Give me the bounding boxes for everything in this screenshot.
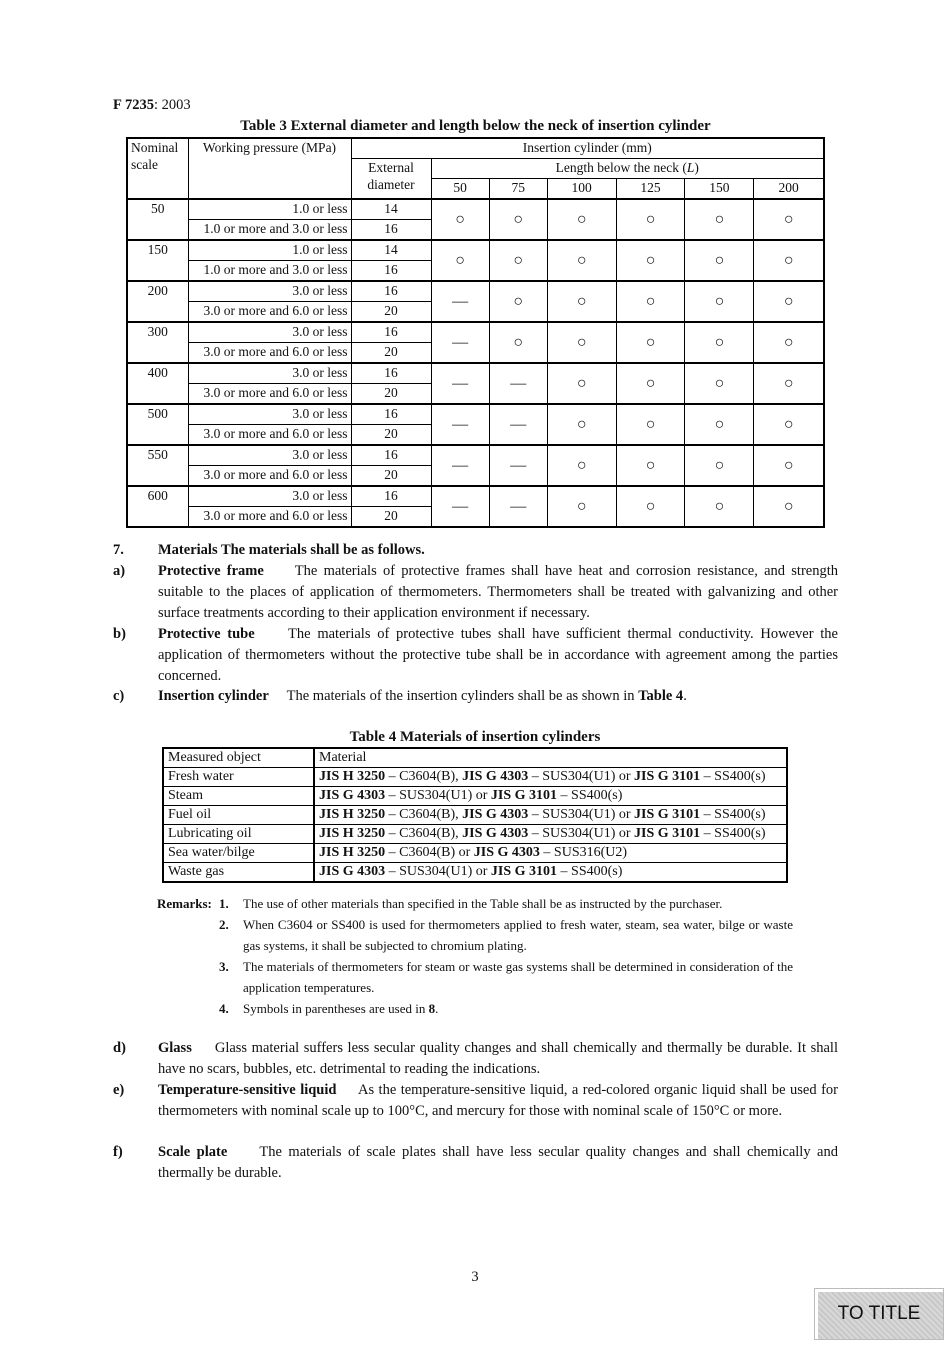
nominal-scale-cell: 50	[127, 199, 188, 240]
material-cell	[314, 806, 787, 825]
material-text: – SS400(s)	[557, 864, 623, 879]
header-length-100: 100	[547, 179, 616, 200]
available-mark: ○	[547, 363, 616, 404]
available-mark: ○	[547, 240, 616, 281]
external-diameter-cell: 16	[351, 322, 431, 343]
table-row	[163, 768, 787, 787]
available-mark: ○	[547, 404, 616, 445]
nominal-scale-cell: 400	[127, 363, 188, 404]
item-e	[113, 1080, 838, 1122]
item-label: a)	[113, 563, 126, 579]
working-pressure-cell: 1.0 or more and 3.0 or less	[188, 261, 351, 282]
table4-caption: Table 4 Materials of insertion cylinders	[349, 729, 601, 745]
standard-code: F 7235	[113, 97, 154, 113]
working-pressure-cell: 3.0 or less	[188, 281, 351, 302]
table-row	[127, 404, 824, 425]
table-row	[127, 240, 824, 261]
item-label: b)	[113, 626, 126, 642]
item-d	[113, 1038, 838, 1080]
nominal-scale-cell: 550	[127, 445, 188, 486]
measured-object-cell: Waste gas	[163, 863, 314, 883]
item-label: c)	[113, 688, 125, 704]
remark-3: The materials of thermometers for steam or waste gas systems shall be determined in consideration of the application temperatures.	[243, 959, 793, 995]
available-mark: ○	[754, 445, 824, 486]
available-mark: ○	[547, 445, 616, 486]
available-mark: ○	[685, 363, 754, 404]
available-mark: ○	[616, 445, 685, 486]
item-text: The materials of protective frames shall have heat and corrosion resistance, and strength suitable to the places of application of thermometers. Thermometers shall be treated with galvanizing and other surface treatments according to their application environment if necessary.	[158, 563, 838, 621]
measured-object-cell: Fuel oil	[163, 806, 314, 825]
standard-reference: JIS G 4303	[319, 864, 386, 879]
available-mark: ○	[431, 240, 489, 281]
remark-number: 3.	[219, 959, 229, 974]
material-text: – SUS304(U1) or	[385, 864, 491, 879]
table-row	[127, 363, 824, 384]
available-mark: ○	[754, 322, 824, 363]
available-mark: ○	[685, 240, 754, 281]
available-mark: ○	[754, 363, 824, 404]
standard-reference: JIS H 3250	[319, 807, 386, 822]
table3-caption: Table 3 External diameter and length below the neck of insertion cylinder	[240, 118, 711, 134]
material-text: – C3604(B),	[385, 807, 463, 822]
external-diameter-cell: 16	[351, 220, 431, 241]
material-text: – SUS304(U1) or	[528, 807, 635, 822]
header-length-50: 50	[431, 179, 489, 200]
to-title-button[interactable]: TO TITLE	[814, 1288, 944, 1340]
external-diameter-cell: 14	[351, 240, 431, 261]
measured-object-cell: Fresh water	[163, 768, 314, 787]
item-label: d)	[113, 1040, 126, 1056]
available-mark: ○	[431, 199, 489, 240]
item-text: The materials of scale plates shall have less secular quality changes and shall chemically and thermally be durable.	[158, 1144, 838, 1181]
available-mark: ○	[685, 322, 754, 363]
table-row	[127, 199, 824, 220]
material-cell	[314, 787, 787, 806]
available-mark: ○	[547, 322, 616, 363]
item-head: Protective tube	[158, 626, 255, 642]
item-head: Insertion cylinder	[158, 688, 269, 704]
section-7-heading	[113, 540, 838, 561]
working-pressure-cell: 1.0 or less	[188, 199, 351, 220]
table-row	[163, 825, 787, 844]
available-mark: ○	[489, 240, 547, 281]
standard-reference: JIS G 4303	[462, 769, 529, 784]
item-label: e)	[113, 1082, 125, 1098]
header-length-below-neck: Length below the neck (L)	[431, 159, 824, 179]
table-header-row	[163, 748, 787, 768]
remarks-label: Remarks:	[157, 896, 212, 911]
available-mark: ○	[489, 199, 547, 240]
external-diameter-cell: 20	[351, 384, 431, 405]
working-pressure-cell: 3.0 or more and 6.0 or less	[188, 343, 351, 364]
item-text: The materials of the insertion cylinders shall be as shown in	[286, 688, 639, 704]
item-label: f)	[113, 1144, 123, 1160]
table-row	[163, 863, 787, 883]
material-cell	[314, 863, 787, 883]
standard-reference: JIS H 3250	[319, 845, 386, 860]
working-pressure-cell: 3.0 or less	[188, 404, 351, 425]
header-measured-object: Measured object	[163, 748, 314, 768]
working-pressure-cell: 1.0 or more and 3.0 or less	[188, 220, 351, 241]
external-diameter-cell: 16	[351, 404, 431, 425]
not-applicable-mark: —	[431, 322, 489, 363]
material-text: – SUS304(U1) or	[528, 826, 635, 841]
standard-year: : 2003	[153, 97, 191, 113]
working-pressure-cell: 3.0 or less	[188, 363, 351, 384]
external-diameter-cell: 20	[351, 302, 431, 323]
table-row	[127, 486, 824, 507]
standard-reference: JIS H 3250	[319, 769, 386, 784]
item-head: Scale plate	[158, 1144, 228, 1160]
available-mark: ○	[685, 486, 754, 527]
header-insertion-cylinder: Insertion cylinder (mm)	[351, 138, 824, 159]
table-row	[163, 806, 787, 825]
material-text: – SUS304(U1) or	[385, 788, 491, 803]
working-pressure-cell: 3.0 or more and 6.0 or less	[188, 302, 351, 323]
standard-reference: JIS G 3101	[634, 826, 701, 841]
page-number: 3	[471, 1269, 479, 1285]
external-diameter-cell: 20	[351, 507, 431, 528]
table4	[162, 747, 788, 883]
external-diameter-cell: 16	[351, 261, 431, 282]
measured-object-cell: Steam	[163, 787, 314, 806]
standard-reference: JIS G 4303	[462, 807, 529, 822]
available-mark: ○	[547, 199, 616, 240]
standard-reference: JIS G 4303	[319, 788, 386, 803]
external-diameter-cell: 20	[351, 343, 431, 364]
table-reference: Table 4	[638, 688, 684, 704]
standard-reference: JIS H 3250	[319, 826, 386, 841]
nominal-scale-cell: 300	[127, 322, 188, 363]
material-text: – SS400(s)	[700, 826, 766, 841]
working-pressure-cell: 3.0 or more and 6.0 or less	[188, 466, 351, 487]
external-diameter-cell: 14	[351, 199, 431, 220]
not-applicable-mark: —	[431, 363, 489, 404]
table-row	[163, 787, 787, 806]
table3	[126, 137, 825, 528]
material-text: – SS400(s)	[700, 769, 766, 784]
working-pressure-cell: 1.0 or less	[188, 240, 351, 261]
available-mark: ○	[685, 199, 754, 240]
working-pressure-cell: 3.0 or more and 6.0 or less	[188, 425, 351, 446]
section-title: Materials The materials shall be as follows.	[158, 542, 425, 558]
external-diameter-cell: 16	[351, 281, 431, 302]
working-pressure-cell: 3.0 or less	[188, 486, 351, 507]
not-applicable-mark: —	[489, 486, 547, 527]
external-diameter-cell: 20	[351, 466, 431, 487]
available-mark: ○	[489, 281, 547, 322]
working-pressure-cell: 3.0 or more and 6.0 or less	[188, 507, 351, 528]
header-length-75: 75	[489, 179, 547, 200]
available-mark: ○	[616, 363, 685, 404]
material-cell	[314, 768, 787, 787]
remark-number: 4.	[219, 1001, 229, 1016]
header-length-200: 200	[754, 179, 824, 200]
available-mark: ○	[754, 281, 824, 322]
measured-object-cell: Lubricating oil	[163, 825, 314, 844]
available-mark: ○	[754, 199, 824, 240]
item-head: Glass	[158, 1040, 192, 1056]
nominal-scale-cell: 200	[127, 281, 188, 322]
header-length-150: 150	[685, 179, 754, 200]
table-row	[127, 281, 824, 302]
item-a	[113, 561, 838, 624]
external-diameter-cell: 16	[351, 486, 431, 507]
available-mark: ○	[616, 199, 685, 240]
available-mark: ○	[754, 486, 824, 527]
not-applicable-mark: —	[431, 281, 489, 322]
section-number: 7.	[113, 542, 124, 558]
not-applicable-mark: —	[489, 445, 547, 486]
item-head: Temperature-sensitive liquid	[158, 1082, 337, 1098]
available-mark: ○	[616, 240, 685, 281]
remark-number: 2.	[219, 917, 229, 932]
header-length-125: 125	[616, 179, 685, 200]
remark-text: Symbols in parentheses are used in	[243, 1001, 429, 1016]
nominal-scale-cell: 600	[127, 486, 188, 527]
standard-reference: JIS G 3101	[634, 807, 701, 822]
material-text: – SS400(s)	[557, 788, 623, 803]
item-text-end: .	[683, 688, 687, 704]
external-diameter-cell: 16	[351, 363, 431, 384]
table-row	[127, 445, 824, 466]
nominal-scale-cell: 500	[127, 404, 188, 445]
item-head: Protective frame	[158, 563, 264, 579]
standard-reference: JIS G 4303	[473, 845, 540, 860]
not-applicable-mark: —	[489, 363, 547, 404]
standard-reference: JIS G 4303	[462, 826, 529, 841]
material-cell	[314, 825, 787, 844]
table-row	[127, 322, 824, 343]
material-text: – SUS304(U1) or	[528, 769, 635, 784]
available-mark: ○	[685, 281, 754, 322]
external-diameter-cell: 20	[351, 425, 431, 446]
remark-end: .	[435, 1001, 439, 1016]
header-nominal-scale: Nominal scale	[127, 138, 188, 199]
working-pressure-cell: 3.0 or less	[188, 445, 351, 466]
item-text: Glass material suffers less secular quality changes and shall chemically and thermally be durable. It shall have no scars, bubbles, etc. detrimental to reading the indications.	[158, 1040, 838, 1077]
standard-reference: JIS G 3101	[490, 864, 558, 879]
nominal-scale-cell: 150	[127, 240, 188, 281]
remark-number: 1.	[219, 896, 229, 911]
item-text: The materials of protective tubes shall have sufficient thermal conductivity. However the application of thermometers without the protective tube shall be in accordance with agreement among the parties concerned.	[158, 626, 838, 684]
remark-2: When C3604 or SS400 is used for thermometers applied to fresh water, steam, sea water, bilge or waste gas systems, it shall be subjected to chromium plating.	[243, 917, 793, 953]
table-row	[163, 844, 787, 863]
material-text: – C3604(B),	[385, 769, 463, 784]
item-text: As the temperature-sensitive liquid, a red-colored organic liquid shall be used for thermometers with nominal scale up to 100°C, and mercury for those with nominal scale of 150°C or more.	[158, 1082, 838, 1119]
available-mark: ○	[616, 404, 685, 445]
available-mark: ○	[547, 281, 616, 322]
material-text: – SS400(s)	[700, 807, 766, 822]
not-applicable-mark: —	[431, 404, 489, 445]
not-applicable-mark: —	[431, 445, 489, 486]
external-diameter-cell: 16	[351, 445, 431, 466]
remark-4	[243, 998, 793, 1019]
section-reference: 8	[428, 1001, 436, 1016]
measured-object-cell: Sea water/bilge	[163, 844, 314, 863]
available-mark: ○	[489, 322, 547, 363]
item-f	[113, 1142, 838, 1184]
standard-reference: JIS G 3101	[490, 788, 558, 803]
item-b	[113, 624, 838, 687]
not-applicable-mark: —	[431, 486, 489, 527]
material-cell	[314, 844, 787, 863]
available-mark: ○	[685, 404, 754, 445]
available-mark: ○	[616, 486, 685, 527]
header-working-pressure: Working pressure (MPa)	[188, 138, 351, 199]
not-applicable-mark: —	[489, 404, 547, 445]
remark-1: The use of other materials than specified in the Table shall be as instructed by the purchaser.	[243, 896, 723, 911]
material-text: – C3604(B),	[385, 826, 463, 841]
available-mark: ○	[754, 404, 824, 445]
material-text: – SUS316(U2)	[539, 845, 628, 860]
available-mark: ○	[547, 486, 616, 527]
working-pressure-cell: 3.0 or more and 6.0 or less	[188, 384, 351, 405]
material-text: – C3604(B) or	[385, 845, 474, 860]
available-mark: ○	[616, 281, 685, 322]
available-mark: ○	[685, 445, 754, 486]
available-mark: ○	[754, 240, 824, 281]
item-c	[113, 686, 838, 707]
standard-reference: JIS G 3101	[634, 769, 701, 784]
document-header	[113, 97, 191, 114]
working-pressure-cell: 3.0 or less	[188, 322, 351, 343]
header-external-diameter: External diameter	[351, 159, 431, 200]
available-mark: ○	[616, 322, 685, 363]
header-material: Material	[314, 748, 787, 768]
